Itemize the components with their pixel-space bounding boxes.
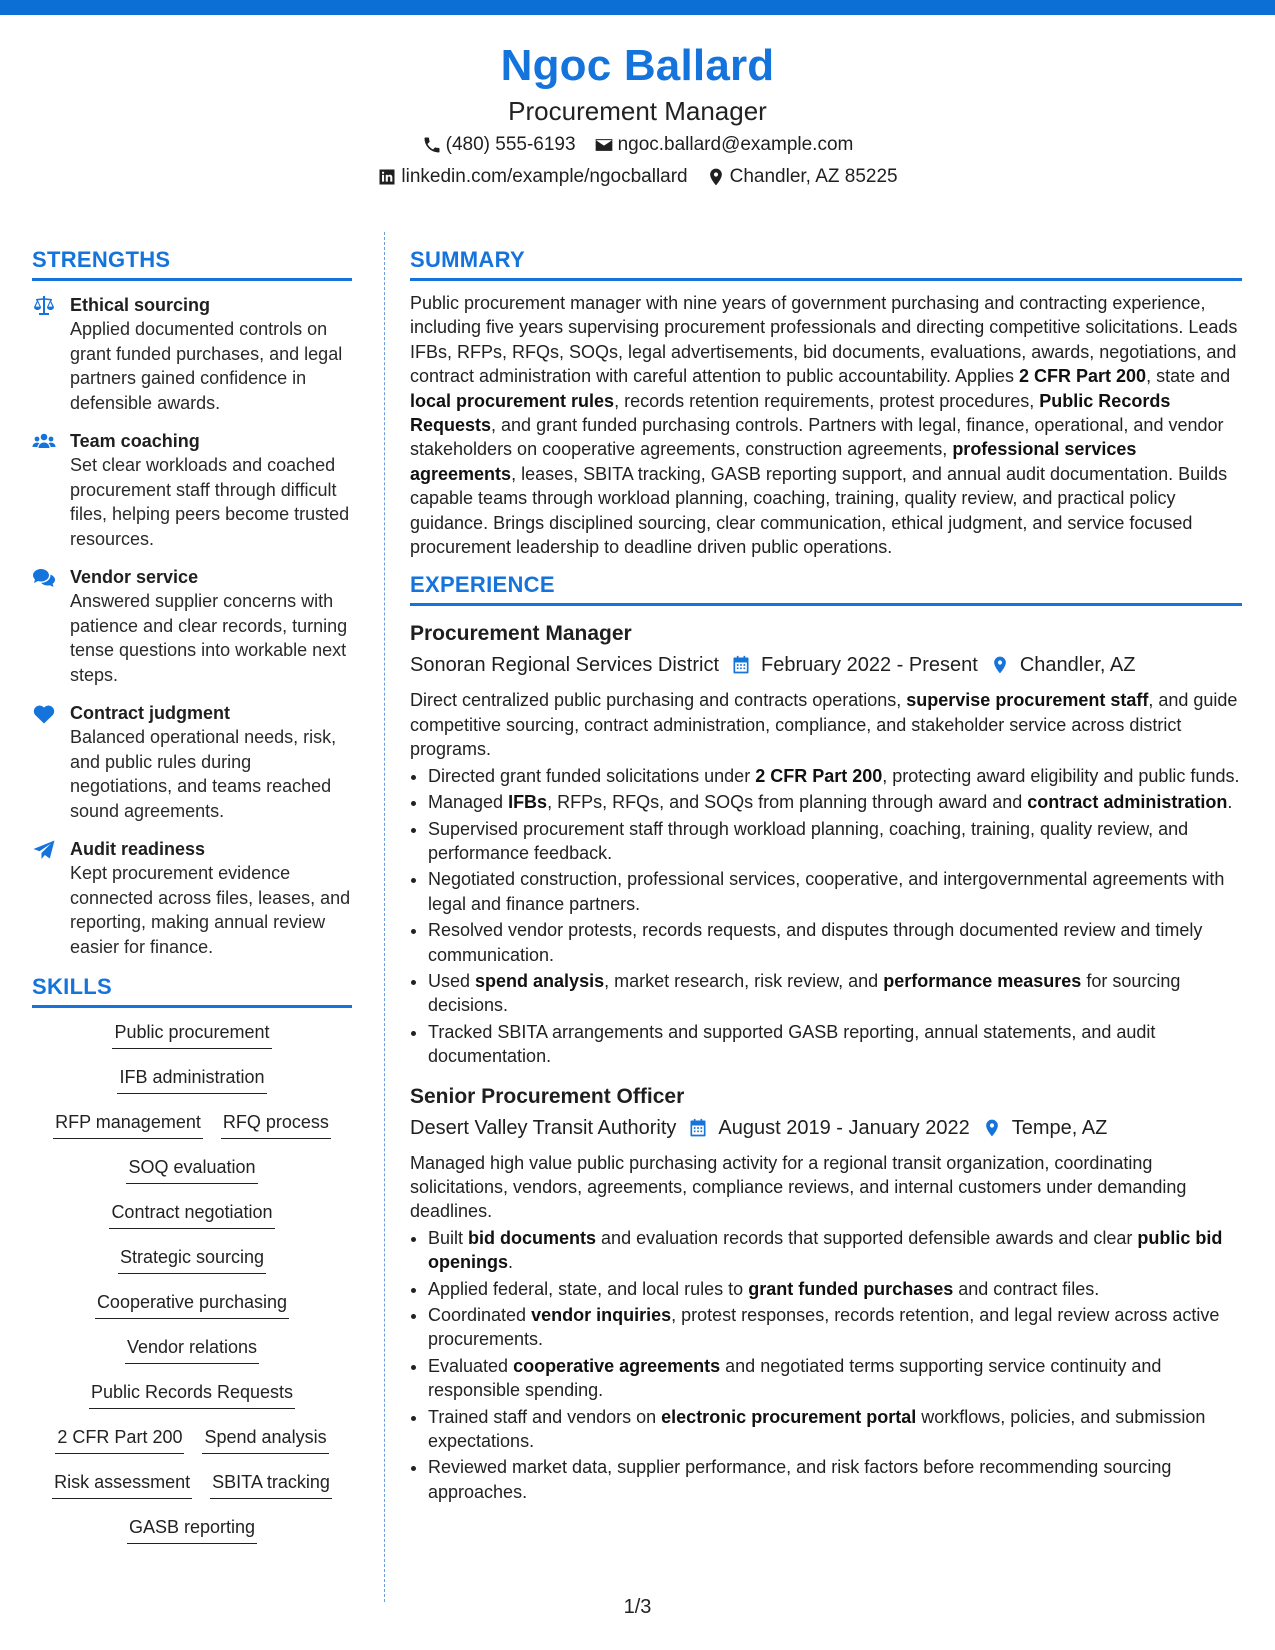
bullet-item: • Negotiated construction, professional services, cooperative, and intergovernmental agreements with legal and finance partners. xyxy=(428,867,1242,916)
summary-text: Public procurement manager with nine years of government purchasing and contracting experience, including five years supervising procurement professionals and directing competitive solicitations. Leads IFBs, RFPs, RFQs, SOQs, legal advertisements, bid documents, evaluations, awards, negotiations, and contract administration with careful attention to public accountability. Applies 2 CFR Part 200, state and local procurement rules, records retention requirements, protest procedures, Public Records Requests, and grant funded purchasing controls. Partners with legal, finance, operational, and vendor stakeholders on cooperative agreements, construction agreements, professional services agreements, leases, SBITA tracking, GASB reporting support, and annual audit documentation. Builds capable teams through workload planning, coaching, training, quality review, and practical policy guidance. Brings disciplined sourcing, clear communication, ethical judgment, and service focused procurement leadership to deadline driven public operations. xyxy=(410,293,1238,558)
job-bullets xyxy=(410,764,1242,1069)
skill-row xyxy=(32,1018,352,1063)
strength-item xyxy=(32,701,352,823)
strength-item xyxy=(32,565,352,687)
skills-list xyxy=(32,1018,352,1558)
map-pin-icon xyxy=(990,655,1010,675)
job-location: Chandler, AZ xyxy=(1019,654,1136,677)
contact-row-2 xyxy=(0,162,1275,192)
experience-rule xyxy=(410,603,1242,606)
bullet-item: • Applied federal, state, and local rules to grant funded purchases and contract files. xyxy=(428,1277,1242,1301)
skills-section xyxy=(32,973,352,1558)
email-contact[interactable] xyxy=(594,130,854,160)
map-pin-icon xyxy=(982,1118,1002,1138)
linkedin-icon xyxy=(377,167,397,187)
strength-item xyxy=(32,429,352,551)
skill-tag: Spend analysis xyxy=(202,1423,328,1454)
skill-row xyxy=(32,1468,352,1513)
comments-icon xyxy=(32,567,56,589)
bullet-item: • Directed grant funded solicitations under 2 CFR Part 200, protecting award eligibility and public funds. xyxy=(428,764,1242,788)
job-dates: August 2019 - January 2022 xyxy=(718,1116,970,1139)
email-text[interactable]: ngoc.ballard@example.com xyxy=(617,134,854,155)
right-column xyxy=(410,246,1242,1506)
skill-tag: Strategic sourcing xyxy=(118,1243,266,1274)
strength-title: Audit readiness xyxy=(70,839,206,859)
bullet-item: • Trained staff and vendors on electronic procurement portal workflows, policies, and submission expectations. xyxy=(428,1405,1242,1454)
job-title: Senior Procurement Officer xyxy=(410,1084,685,1108)
job-location: Tempe, AZ xyxy=(1011,1116,1108,1139)
page-number: 1/3 xyxy=(623,1596,652,1618)
summary-rule xyxy=(410,278,1242,281)
job-bullets xyxy=(410,1226,1242,1504)
job-org: Desert Valley Transit Authority xyxy=(410,1116,677,1139)
bullet-item: • Managed IFBs, RFPs, RFQs, and SOQs from planning through award and contract administration. xyxy=(428,790,1242,814)
strength-title: Contract judgment xyxy=(70,703,230,723)
bullet-item: • Resolved vendor protests, records requests, and disputes through documented review and timely communication. xyxy=(428,918,1242,967)
location-text: Chandler, AZ 85225 xyxy=(729,166,898,187)
skill-row xyxy=(32,1513,352,1558)
skill-tag: Risk assessment xyxy=(52,1468,192,1499)
map-pin-icon xyxy=(706,167,726,187)
job-entry xyxy=(410,620,1242,1068)
resume-header xyxy=(0,40,1275,192)
strength-desc: Set clear workloads and coached procurement staff through difficult files, helping peers become trusted resources. xyxy=(70,455,350,549)
job-meta xyxy=(410,1113,1242,1143)
skill-row xyxy=(32,1333,352,1378)
strength-item xyxy=(32,837,352,959)
bullet-item: • Built bid documents and evaluation records that supported defensible awards and clear public bid openings. xyxy=(428,1226,1242,1275)
strength-desc: Answered supplier concerns with patience and clear records, turning tense questions into workable next steps. xyxy=(70,591,348,685)
job-entry xyxy=(410,1083,1242,1505)
job-description: Direct centralized public purchasing and contracts operations, supervise procurement staff, and guide competitive sourcing, contract administration, compliance, and stakeholder service across district programs. xyxy=(410,690,1238,760)
skill-row xyxy=(32,1063,352,1108)
experience-section xyxy=(410,571,1242,1504)
skill-tag: RFQ process xyxy=(221,1108,331,1139)
left-column xyxy=(32,246,352,1558)
skill-row xyxy=(32,1198,352,1243)
skill-row xyxy=(32,1423,352,1468)
skill-row xyxy=(32,1153,352,1198)
phone-text: (480) 555-6193 xyxy=(445,134,576,155)
skill-tag: Public procurement xyxy=(112,1018,271,1049)
candidate-name: Ngoc Ballard xyxy=(500,41,775,90)
contact-row-1 xyxy=(0,130,1275,160)
skill-tag: RFP management xyxy=(53,1108,203,1139)
scale-icon xyxy=(32,295,56,317)
skill-tag: Vendor relations xyxy=(125,1333,259,1364)
top-accent-bar xyxy=(0,0,1275,15)
strength-desc: Balanced operational needs, risk, and public rules during negotiations, and teams reached sound agreements. xyxy=(70,727,337,821)
calendar-icon xyxy=(731,655,751,675)
heart-icon xyxy=(32,703,56,725)
skill-tag: SBITA tracking xyxy=(210,1468,332,1499)
strengths-rule xyxy=(32,278,352,281)
job-title: Procurement Manager xyxy=(410,622,632,646)
linkedin-contact[interactable] xyxy=(377,162,687,192)
strength-desc: Kept procurement evidence connected across files, leases, and reporting, making annual review easier for finance. xyxy=(70,863,351,957)
bullet-item: • Reviewed market data, supplier performance, and risk factors before recommending sourcing approaches. xyxy=(428,1455,1242,1504)
summary-section xyxy=(410,246,1242,559)
bullet-item: • Used spend analysis, market research, risk review, and performance measures for sourcing decisions. xyxy=(428,969,1242,1018)
bullet-item: • Coordinated vendor inquiries, protest responses, records retention, and legal review across active procurements. xyxy=(428,1303,1242,1352)
skills-heading: SKILLS xyxy=(32,974,113,999)
skills-rule xyxy=(32,1005,352,1008)
envelope-icon xyxy=(594,135,614,155)
linkedin-text[interactable]: linkedin.com/example/ngocballard xyxy=(401,166,688,187)
skill-tag: 2 CFR Part 200 xyxy=(55,1423,184,1454)
skill-row xyxy=(32,1108,352,1153)
skill-tag: GASB reporting xyxy=(127,1513,257,1544)
candidate-role: Procurement Manager xyxy=(508,96,767,126)
skill-row xyxy=(32,1243,352,1288)
skill-row xyxy=(32,1288,352,1333)
bullet-item: • Supervised procurement staff through workload planning, coaching, training, quality review, and performance feedback. xyxy=(428,817,1242,866)
bullet-item: • Evaluated cooperative agreements and negotiated terms supporting service continuity and responsible spending. xyxy=(428,1354,1242,1403)
job-description: Managed high value public purchasing activity for a regional transit organization, coordinating solicitations, vendors, agreements, compliance reviews, and internal customers under demanding deadlines. xyxy=(410,1152,1187,1222)
strengths-section xyxy=(32,246,352,959)
column-divider xyxy=(384,232,385,1602)
phone-contact xyxy=(422,130,576,160)
job-dates: February 2022 - Present xyxy=(761,654,978,677)
job-meta xyxy=(410,650,1242,680)
skill-tag: SOQ evaluation xyxy=(126,1153,257,1184)
strength-item xyxy=(32,293,352,415)
strength-desc: Applied documented controls on grant funded purchases, and legal partners gained confidence in defensible awards. xyxy=(70,319,343,413)
strength-title: Team coaching xyxy=(70,431,200,451)
strength-title: Ethical sourcing xyxy=(70,295,211,315)
bullet-item: • Tracked SBITA arrangements and supported GASB reporting, annual statements, and audit documentation. xyxy=(428,1020,1242,1069)
skill-row xyxy=(32,1378,352,1423)
skill-tag: Contract negotiation xyxy=(109,1198,274,1229)
paper-plane-icon xyxy=(32,839,56,861)
skill-tag: IFB administration xyxy=(117,1063,266,1094)
experience-heading: EXPERIENCE xyxy=(410,572,555,598)
job-org: Sonoran Regional Services District xyxy=(410,654,720,677)
skill-tag: Public Records Requests xyxy=(89,1378,295,1409)
summary-heading: SUMMARY xyxy=(410,247,525,272)
skill-tag: Cooperative purchasing xyxy=(95,1288,289,1319)
strength-title: Vendor service xyxy=(70,567,199,587)
calendar-icon xyxy=(688,1118,708,1138)
strengths-list xyxy=(32,293,352,959)
phone-icon xyxy=(422,135,442,155)
location-contact xyxy=(706,162,898,192)
users-icon xyxy=(32,431,56,453)
strengths-heading: STRENGTHS xyxy=(32,247,171,272)
